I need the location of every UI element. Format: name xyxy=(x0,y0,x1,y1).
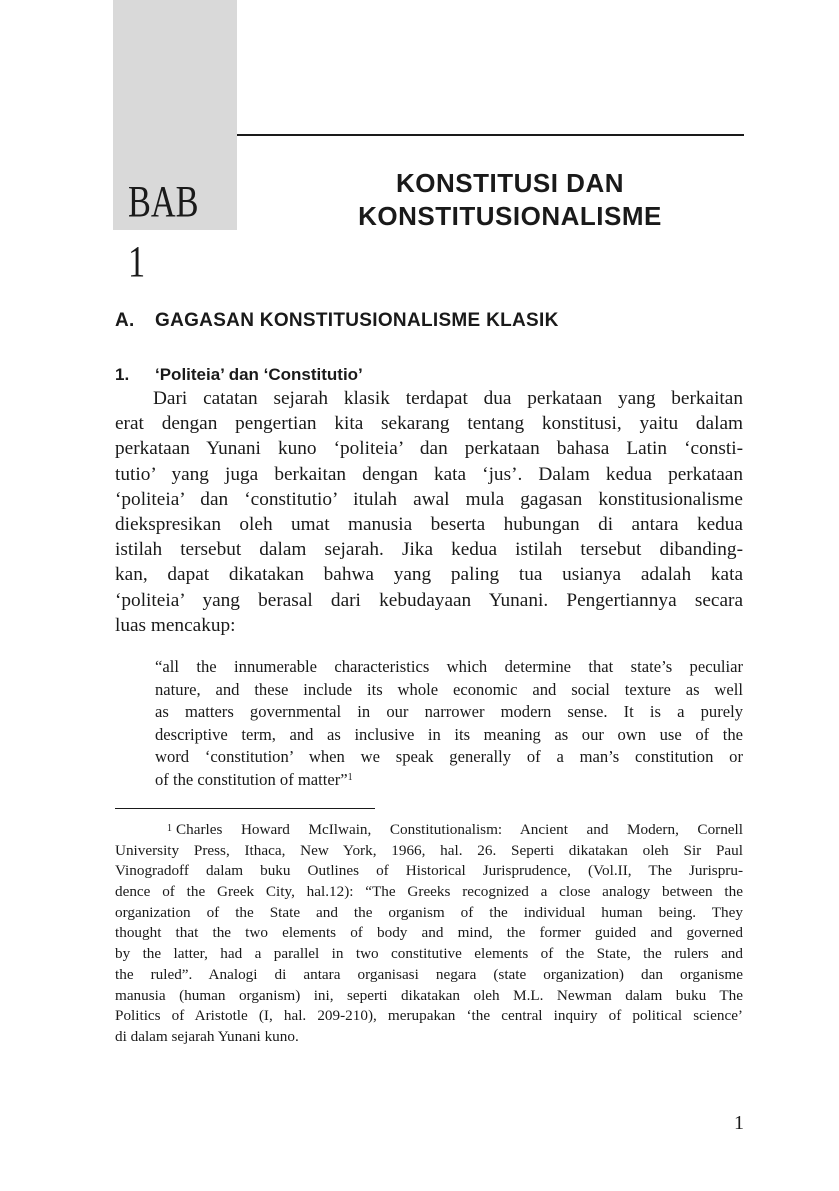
body-line: luas mencakup: xyxy=(115,614,236,636)
footnote-line: Charles Howard McIlwain, Constitutionalism: Ancient and Modern, Cornell xyxy=(176,821,743,838)
subsection-heading xyxy=(115,364,715,386)
quote-line-final xyxy=(155,769,743,792)
chapter-title-rule xyxy=(237,134,744,136)
quote-line: descriptive term, and as inclusive in its meaning as our own use of the xyxy=(155,724,743,744)
body-line: Dari catatan sejarah klasik terdapat dua perkataan yang berkaitan xyxy=(153,388,743,409)
footnote-line: dence of the Greek City, hal.12): “The Greeks recognized a close analogy between the xyxy=(115,883,743,901)
chapter-title-line: KONSTITUSI DAN xyxy=(396,168,624,198)
page-number: 1 xyxy=(734,1112,744,1134)
section-heading xyxy=(115,309,715,333)
footnote xyxy=(115,820,743,1048)
body-line: perkataan Yunani kuno ‘politeia’ dan perkataan bahasa Latin ‘consti- xyxy=(115,438,743,460)
subsection-title: ‘Politeia’ dan ‘Constitutio’ xyxy=(155,365,363,384)
footnote-line: Vinogradoff dalam buku Outlines of Historical Jurisprudence, (Vol.II, The Jurispru- xyxy=(115,862,743,880)
quote-line: nature, and these include its whole economic and social texture as well xyxy=(155,679,743,699)
chapter-label: BAB 1 xyxy=(128,177,199,286)
footnote-reference[interactable]: 1 xyxy=(347,771,353,783)
body-line: diekspresikan oleh umat manusia beserta hubungan di antara kedua xyxy=(115,513,743,535)
body-line: ‘politeia’ yang berasal dari kebudayaan Yunani. Pengertiannya secara xyxy=(115,589,743,611)
body-line: ‘politeia’ dan ‘constitutio’ itulah awal mula gagasan konstitusionalisme xyxy=(115,488,743,510)
body-line: istilah tersebut dalam sejarah. Jika kedua istilah tersebut dibanding- xyxy=(115,539,743,561)
quote-line: of the constitution of matter” xyxy=(155,769,348,789)
quote-line: as matters governmental in our narrower modern sense. It is a purely xyxy=(155,702,743,721)
quote-line: word ‘constitution’ when we speak generally of a man’s constitution or xyxy=(155,747,743,766)
body-paragraph xyxy=(115,386,743,638)
footnote-line-first xyxy=(115,820,743,841)
block-quote xyxy=(155,656,743,791)
footnote-line: manusia (human organism) ini, seperti dikatakan oleh M.L. Newman dalam buku The xyxy=(115,986,743,1004)
section-title: GAGASAN KONSTITUSIONALISME KLASIK xyxy=(155,310,559,331)
chapter-title xyxy=(290,167,730,233)
footnote-line: by the latter, had a parallel in two constitutive elements of the State, the rulers and xyxy=(115,945,743,963)
footnote-line: di dalam sejarah Yunani kuno. xyxy=(115,1027,299,1045)
footnote-line: thought that the two elements of body and mind, the former guided and governed xyxy=(115,924,743,942)
chapter-title-line: KONSTITUSIONALISME xyxy=(358,201,662,231)
section-number: A. xyxy=(115,310,135,331)
quote-line: “all the innumerable characteristics which determine that state’s peculiar xyxy=(155,657,743,676)
footnote-line: organization of the State and the organism of the individual human being. They xyxy=(115,903,743,921)
body-line: erat dengan pengertian kita sekarang tentang konstitusi, yaitu dalam xyxy=(115,413,743,435)
footnote-line: University Press, Ithaca, New York, 1966, hal. 26. Seperti dikatakan oleh Sir Paul xyxy=(115,841,743,859)
body-line: kan, dapat dikatakan bahwa yang paling tua usianya adalah kata xyxy=(115,564,743,586)
footnote-line: Politics of Aristotle (I, hal. 209-210), merupakan ‘the central inquiry of political science’ xyxy=(115,1007,743,1025)
footnote-mark: 1 xyxy=(167,823,172,834)
footnote-line: the ruled”. Analogi di antara organisasi negara (state organization) dan organisme xyxy=(115,965,743,983)
footnote-separator xyxy=(115,808,375,809)
subsection-number: 1. xyxy=(115,365,130,384)
body-line: tutio’ yang juga berkaitan dengan kata ‘jus’. Dalam kedua perkataan xyxy=(115,463,743,485)
